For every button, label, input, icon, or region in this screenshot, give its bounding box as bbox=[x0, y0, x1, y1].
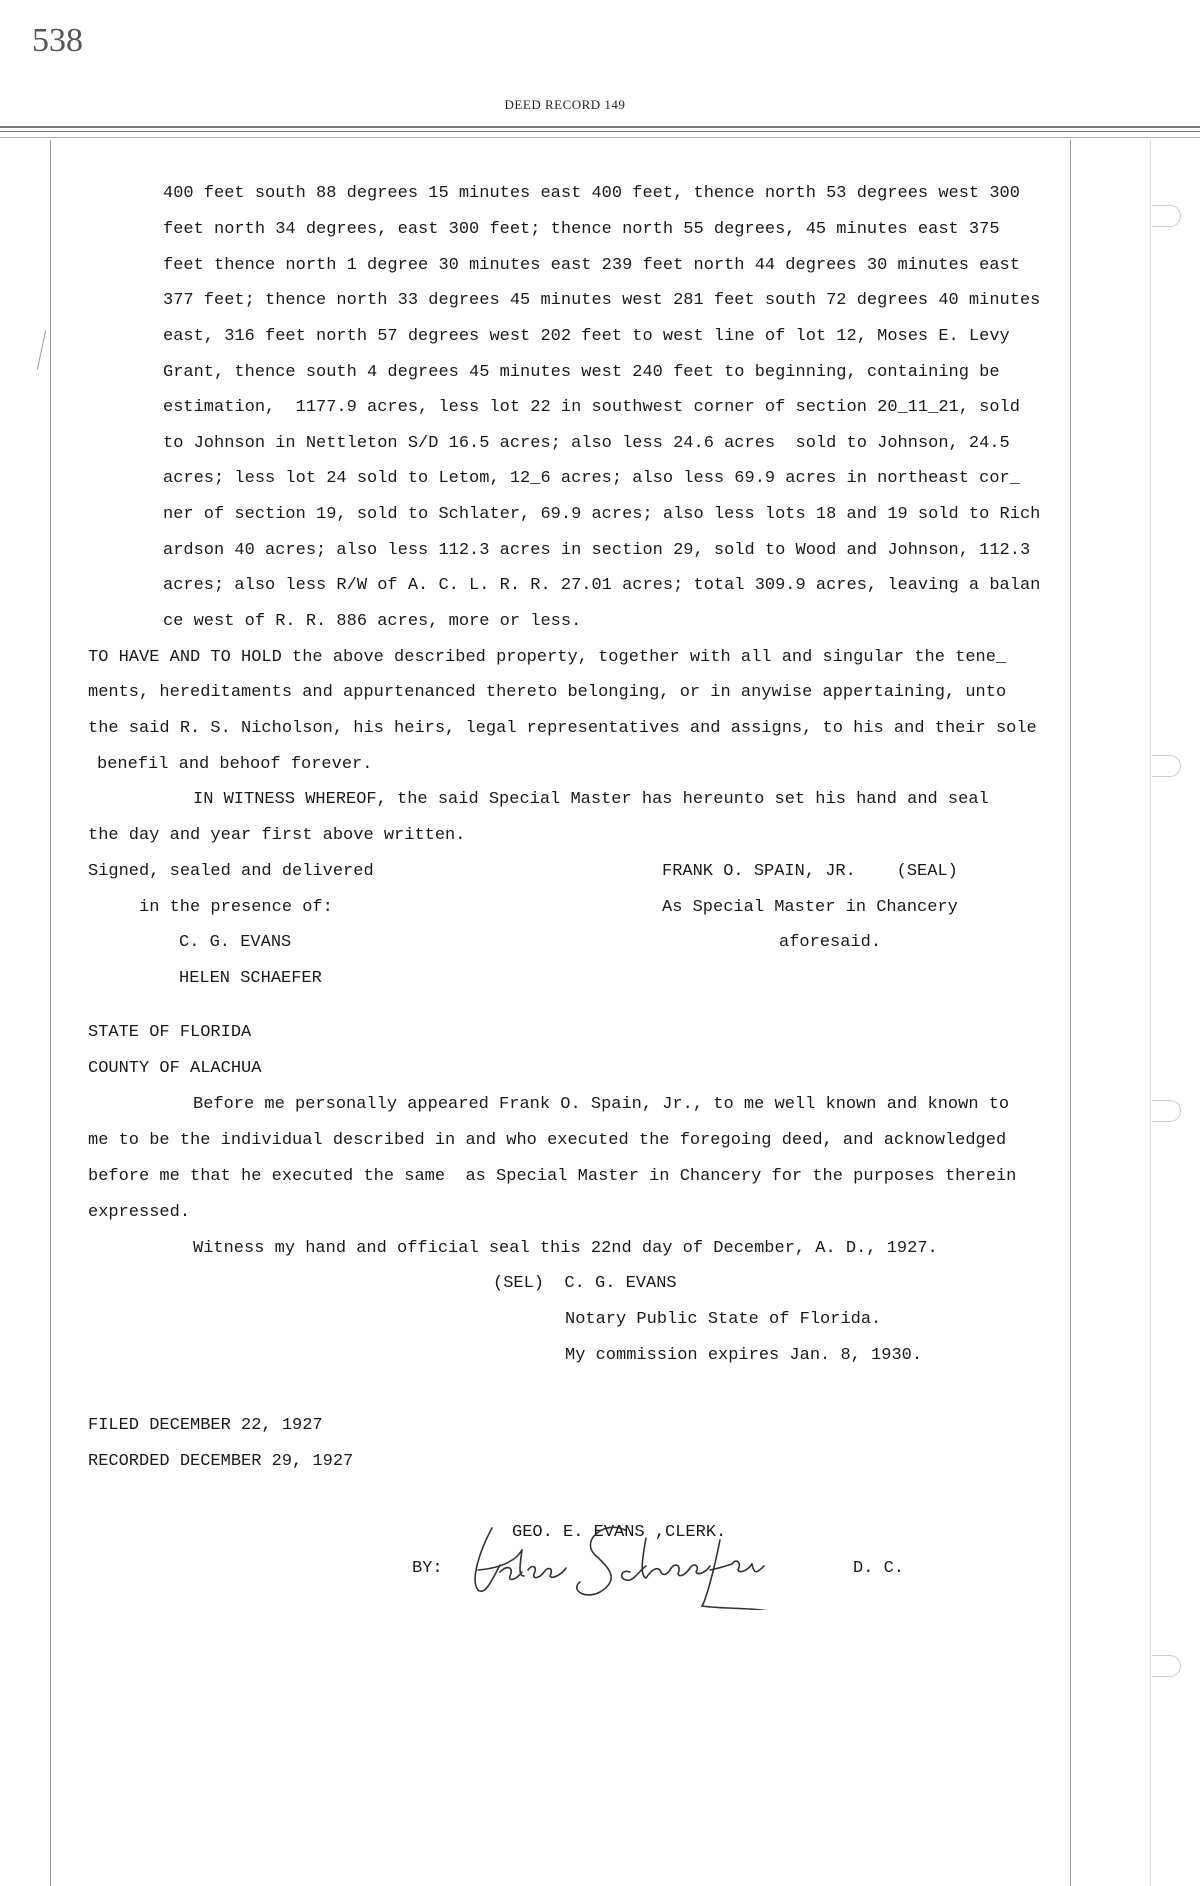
running-header: DEED RECORD 149 bbox=[504, 97, 626, 112]
notary-title: Notary Public State of Florida. bbox=[565, 1310, 882, 1329]
deed-body-line: ner of section 19, sold to Schlater, 69.9 acres; also less lots 18 and 19 sold to Rich bbox=[163, 505, 1041, 524]
witness-clause: Signed, sealed and delivered bbox=[88, 862, 374, 881]
notary-name: (SEL) C. G. EVANS bbox=[493, 1274, 677, 1293]
header-rule bbox=[0, 131, 1200, 132]
handwritten-signature bbox=[470, 1510, 800, 1610]
deed-body-line: feet north 34 degrees, east 300 feet; thence north 55 degrees, 45 minutes east 375 bbox=[163, 220, 1000, 239]
deed-body-line: ce west of R. R. 886 acres, more or less. bbox=[163, 612, 582, 631]
grantor-capacity: As Special Master in Chancery bbox=[662, 898, 958, 917]
notary-commission: My commission expires Jan. 8, 1930. bbox=[565, 1346, 923, 1365]
deed-body-line: ardson 40 acres; also less 112.3 acres in section 29, sold to Wood and Johnson, 112.3 bbox=[163, 541, 1031, 560]
witness-clause: in the presence of: bbox=[139, 898, 333, 917]
deputy-clerk-suffix: D. C. bbox=[853, 1559, 905, 1578]
deed-body-line: acres; less lot 24 sold to Letom, 12_6 acres; also less 69.9 acres in northeast cor_ bbox=[163, 469, 1020, 488]
right-margin-line bbox=[1070, 140, 1071, 1886]
deed-body-line: feet thence north 1 degree 30 minutes east 239 feet north 44 degrees 30 minutes east bbox=[163, 256, 1020, 275]
deed-body-line: to Johnson in Nettleton S/D 16.5 acres; also less 24.6 acres sold to Johnson, 24.5 bbox=[163, 434, 1010, 453]
testimonium-line: IN WITNESS WHEREOF, the said Special Master has hereunto set his hand and seal bbox=[193, 790, 989, 809]
page-number: 538 bbox=[32, 22, 83, 59]
acknowledgment-line: Witness my hand and official seal this 22nd day of December, A. D., 1927. bbox=[193, 1239, 938, 1258]
deed-body-line: estimation, 1177.9 acres, less lot 22 in southwest corner of section 20_11_21, sold bbox=[163, 398, 1020, 417]
clerk-name: GEO. E. EVANS ,CLERK. bbox=[512, 1523, 727, 1542]
habendum-line: ments, hereditaments and appurtenanced thereto belonging, or in anywise appertaining, unto bbox=[88, 683, 1007, 702]
binding-edge-mark bbox=[1152, 755, 1181, 777]
venue-state: STATE OF FLORIDA bbox=[88, 1023, 252, 1042]
testimonium-line: the day and year first above written. bbox=[88, 826, 466, 845]
habendum-line: benefil and behoof forever. bbox=[97, 755, 373, 774]
grantor-signature-line: FRANK O. SPAIN, JR. (SEAL) bbox=[662, 862, 958, 881]
acknowledgment-line: Before me personally appeared Frank O. Spain, Jr., to me well known and known to bbox=[193, 1095, 1010, 1114]
binding-edge-mark bbox=[1152, 1655, 1181, 1677]
left-margin-line bbox=[50, 140, 51, 1886]
witness-name: C. G. EVANS bbox=[179, 933, 292, 952]
deed-body-line: acres; also less R/W of A. C. L. R. R. 27.01 acres; total 309.9 acres, leaving a balan bbox=[163, 576, 1041, 595]
deed-body-line: 377 feet; thence north 33 degrees 45 minutes west 281 feet south 72 degrees 40 minutes bbox=[163, 291, 1041, 310]
acknowledgment-line: expressed. bbox=[88, 1203, 191, 1222]
grantor-capacity: aforesaid. bbox=[779, 933, 882, 952]
recorded-date: RECORDED DECEMBER 29, 1927 bbox=[88, 1452, 354, 1471]
header-rule bbox=[0, 137, 1200, 138]
venue-county: COUNTY OF ALACHUA bbox=[88, 1059, 262, 1078]
deed-body-line: 400 feet south 88 degrees 15 minutes east 400 feet, thence north 53 degrees west 300 bbox=[163, 184, 1020, 203]
binding-edge-mark bbox=[1152, 1100, 1181, 1122]
filed-date: FILED DECEMBER 22, 1927 bbox=[88, 1416, 323, 1435]
header-rule bbox=[0, 126, 1200, 128]
deed-body-line: east, 316 feet north 57 degrees west 202 feet to west line of lot 12, Moses E. Levy bbox=[163, 327, 1010, 346]
binding-edge-mark bbox=[1152, 205, 1181, 227]
habendum-line: the said R. S. Nicholson, his heirs, legal representatives and assigns, to his and their sole bbox=[88, 719, 1037, 738]
acknowledgment-line: me to be the individual described in and who executed the foregoing deed, and acknowledged bbox=[88, 1131, 1007, 1150]
habendum-line: TO HAVE AND TO HOLD the above described property, together with all and singular the tene_ bbox=[88, 648, 1007, 667]
acknowledgment-line: before me that he executed the same as Special Master in Chancery for the purposes therein bbox=[88, 1167, 1017, 1186]
by-label: BY: bbox=[412, 1559, 443, 1578]
deed-body-line: Grant, thence south 4 degrees 45 minutes west 240 feet to beginning, containing be bbox=[163, 363, 1000, 382]
outer-margin-line bbox=[1150, 140, 1151, 1886]
margin-tick bbox=[37, 330, 47, 370]
witness-name: HELEN SCHAEFER bbox=[179, 969, 322, 988]
